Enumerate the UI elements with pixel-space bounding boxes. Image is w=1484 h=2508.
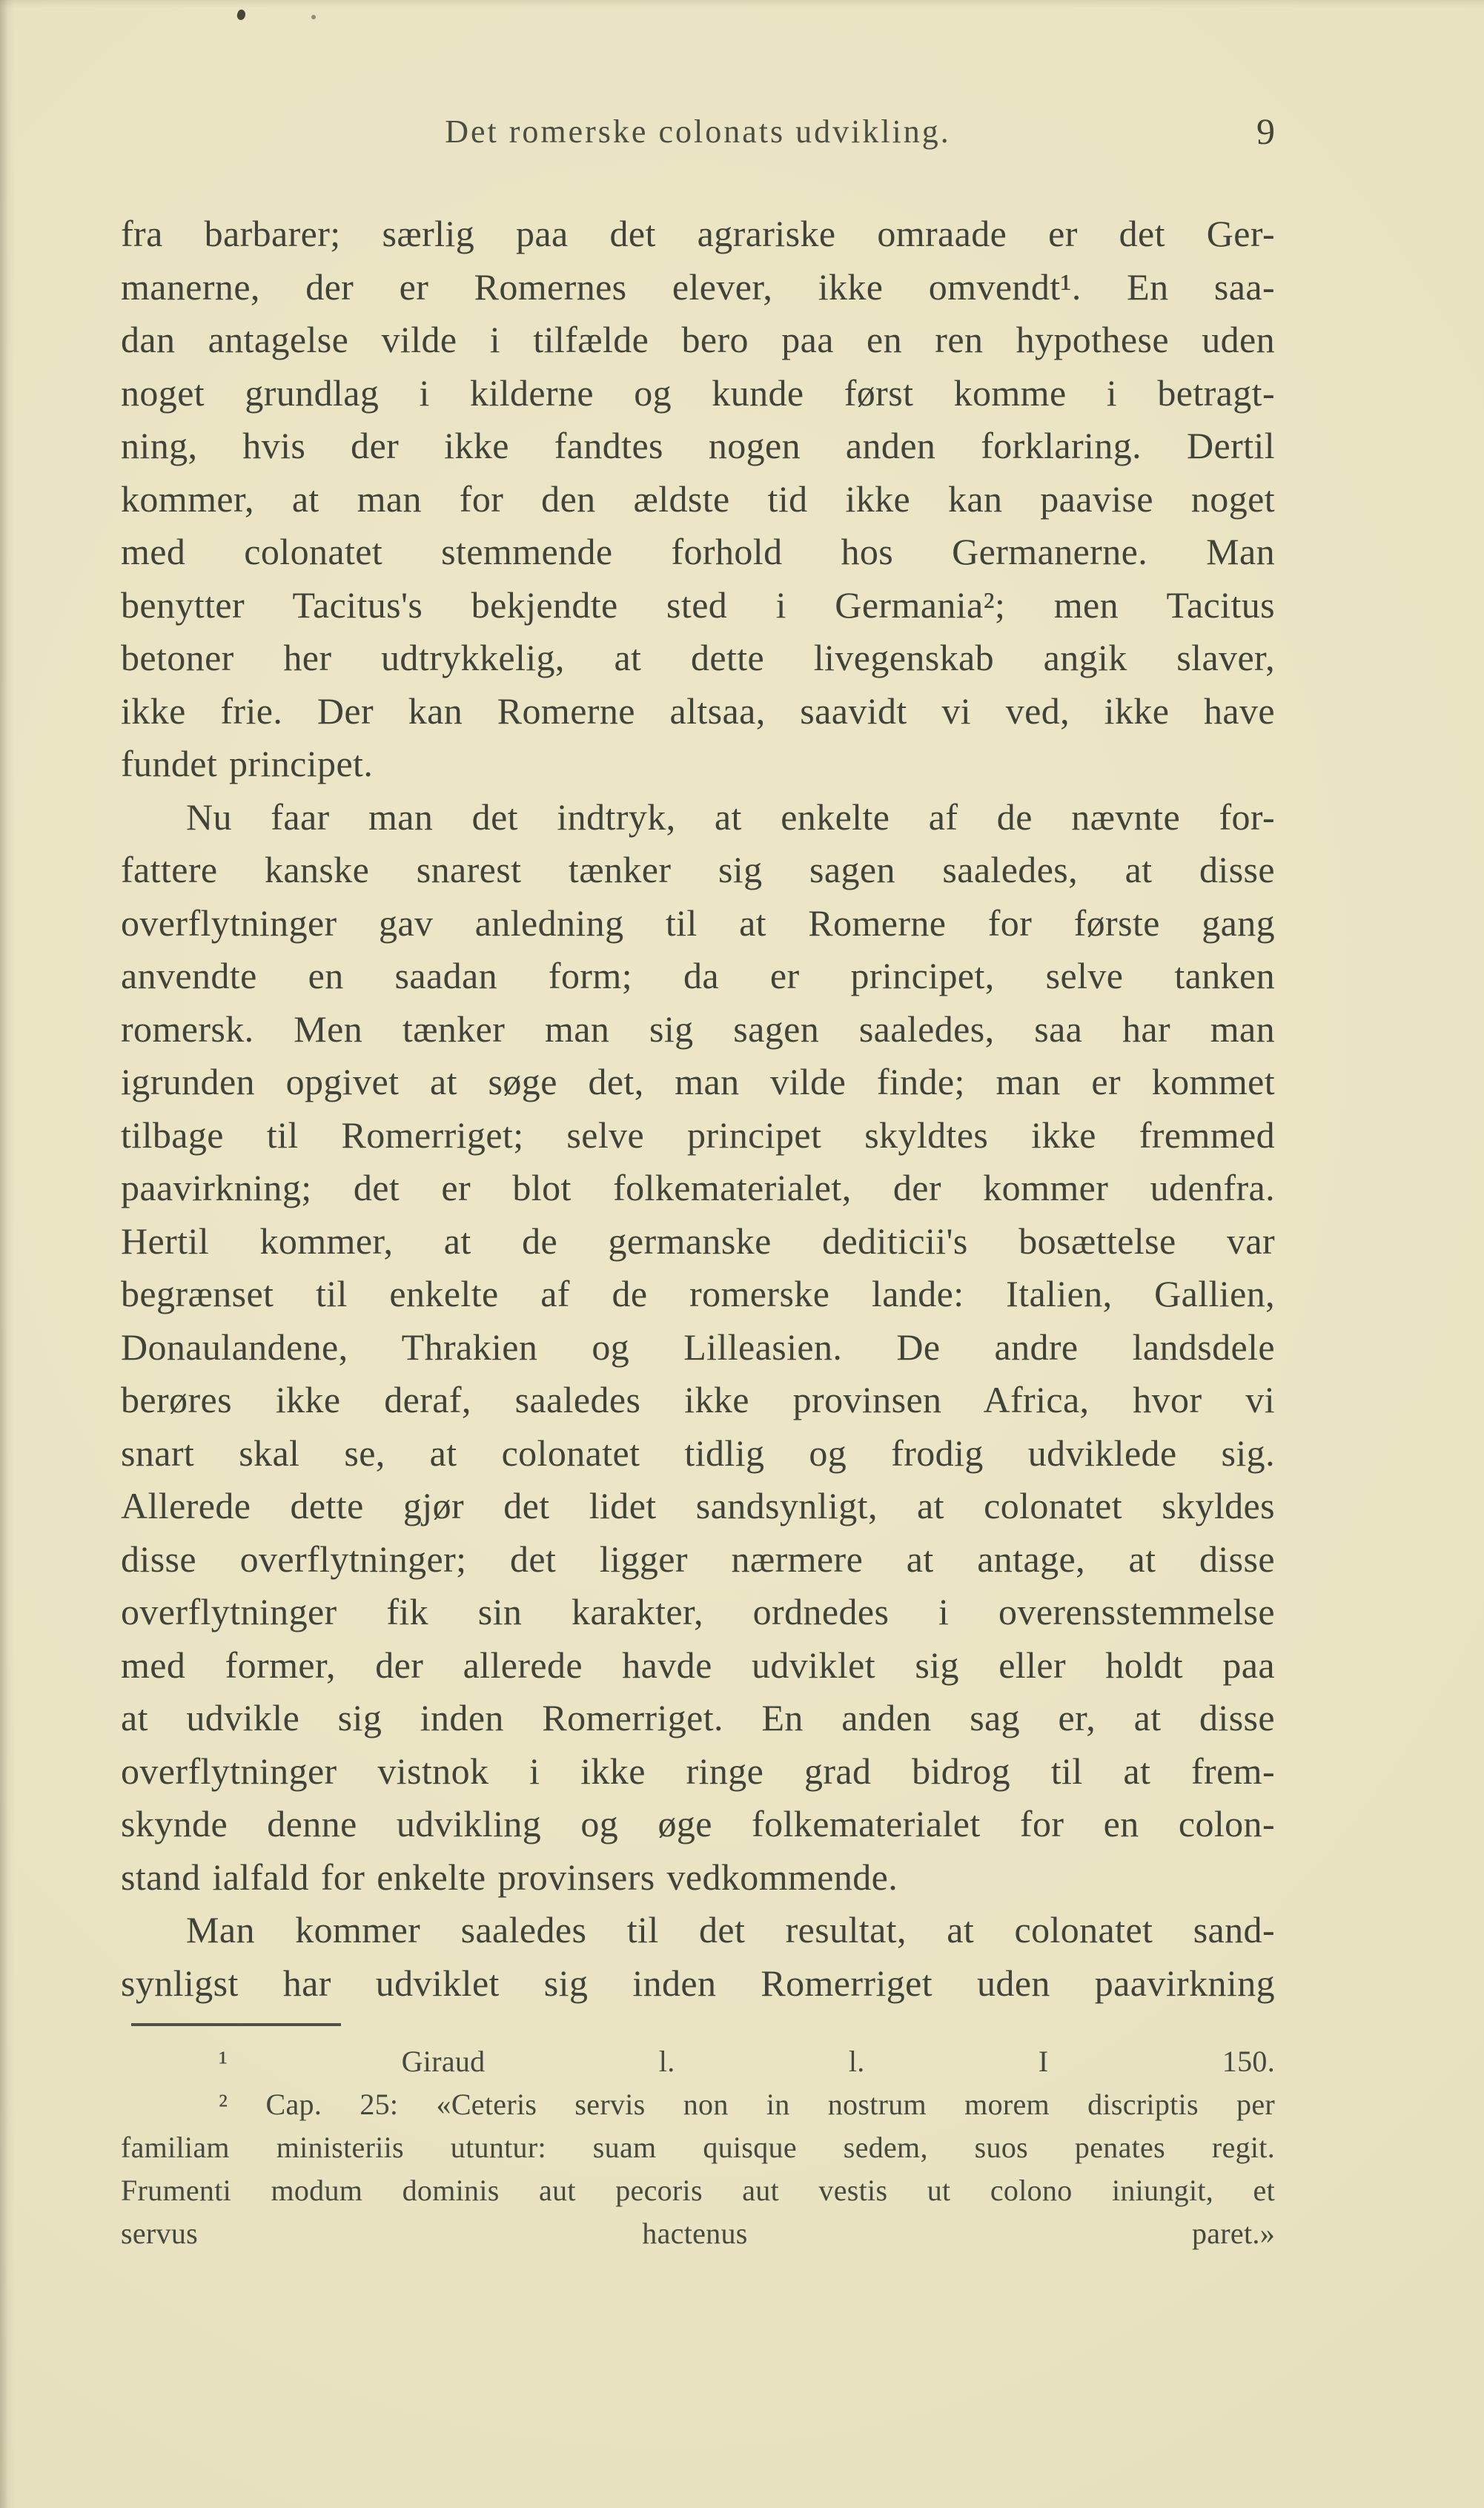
body-text-line: fundet principet. <box>121 743 374 784</box>
body-text-line: ning, hvis der ikke fandtes nogen anden forklaring. Dertil <box>121 425 1275 466</box>
body-text-line: fattere kanske snarest tænker sig sagen saaledes, at disse <box>121 849 1275 890</box>
body-text-line: paavirkning; det er blot folkematerialet, der kommer udenfra. <box>121 1167 1275 1208</box>
body-text-line: med colonatet stemmende forhold hos Germanerne. Man <box>121 531 1275 572</box>
body-text-line: Donaulandene, Thrakien og Lilleasien. De andre landsdele <box>121 1326 1275 1368</box>
body-text-line: snart skal se, at colonatet tidlig og frodig udviklede sig. <box>121 1432 1275 1474</box>
footnote-line: Frumenti modum dominis aut pecoris aut vestis ut colono iniungit, et <box>121 2174 1275 2207</box>
body-text-line: Man kommer saaledes til det resultat, at colonatet sand- <box>186 1909 1275 1951</box>
footnote-line: ¹ Giraud l. l. I 150. <box>219 2045 1275 2078</box>
ink-speck <box>311 15 316 19</box>
body-text-line: dan antagelse vilde i tilfælde bero paa en ren hypothese uden <box>121 319 1275 360</box>
body-text-line: at udvikle sig inden Romerriget. En anden sag er, at disse <box>121 1697 1275 1738</box>
body-text-line: betoner her udtrykkelig, at dette livegenskab angik slaver, <box>121 637 1275 678</box>
running-title: Det romerske colonats udvikling. <box>445 113 951 150</box>
footnote-line: servus hactenus paret.» <box>121 2217 1275 2250</box>
body-text-line: overflytninger vistnok i ikke ringe grad bidrog til at frem- <box>121 1750 1275 1792</box>
page-left-edge-shadow <box>0 0 15 2508</box>
body-text-line: kommer, at man for den ældste tid ikke kan paavise noget <box>121 477 1275 520</box>
body-text-line: ikke frie. Der kan Romerne altsaa, saavidt vi ved, ikke have <box>121 689 1275 732</box>
page-top-edge-shadow <box>0 0 1484 7</box>
footnote-line: ² Cap. 25: «Ceteris servis non in nostrum morem discriptis per <box>219 2088 1275 2121</box>
body-text-line: manerne, der er Romernes elever, ikke omvendt¹. En saa- <box>121 265 1275 308</box>
page-header <box>121 110 1275 159</box>
body-text <box>121 208 1275 2010</box>
body-text-line: fra barbarer; særlig paa det agrariske omraade er det Ger- <box>121 213 1275 254</box>
body-text-line: stand ialfald for enkelte provinsers vedkommende. <box>121 1856 898 1898</box>
footnote-separator-rule <box>131 2023 341 2026</box>
body-text-line: overflytninger gav anledning til at Romerne for første gang <box>121 901 1275 944</box>
body-text-line: synligst har udviklet sig inden Romerriget uden paavirkning <box>121 1962 1275 2004</box>
page-number: 9 <box>1256 110 1275 152</box>
body-text-line: igrunden opgivet at søge det, man vilde finde; man er kommet <box>121 1061 1275 1102</box>
body-text-line: tilbage til Romerriget; selve principet skyldtes ikke fremmed <box>121 1114 1275 1156</box>
footnote-line: familiam ministeriis utuntur: suam quisque sedem, suos penates regit. <box>121 2131 1275 2164</box>
body-text-line: romersk. Men tænker man sig sagen saaledes, saa har man <box>121 1007 1275 1050</box>
body-text-line: anvendte en saadan form; da er principet, selve tanken <box>121 955 1275 996</box>
body-text-line: overflytninger fik sin karakter, ordnedes i overensstemmelse <box>121 1591 1275 1632</box>
body-text-line: Hertil kommer, at de germanske dediticii's bosættelse var <box>121 1220 1275 1262</box>
body-text-line: benytter Tacitus's bekjendte sted i Germania²; men Tacitus <box>121 583 1275 626</box>
body-text-line: disse overflytninger; det ligger nærmere at antage, at disse <box>121 1538 1275 1580</box>
body-text-line: noget grundlag i kilderne og kunde først komme i betragt- <box>121 371 1275 414</box>
footnotes <box>121 2040 1275 2255</box>
body-text-line: Nu faar man det indtryk, at enkelte af de nævnte for- <box>186 795 1275 838</box>
body-text-line: Allerede dette gjør det lidet sandsynligt, at colonatet skyldes <box>121 1485 1275 1526</box>
body-text-line: med former, der allerede havde udviklet sig eller holdt paa <box>121 1644 1275 1686</box>
ink-speck <box>236 9 247 21</box>
body-text-line: skynde denne udvikling og øge folkematerialet for en colon- <box>121 1803 1275 1844</box>
body-text-line: berøres ikke deraf, saaledes ikke provinsen Africa, hvor vi <box>121 1379 1275 1420</box>
body-text-line: begrænset til enkelte af de romerske lande: Italien, Gallien, <box>121 1273 1275 1314</box>
